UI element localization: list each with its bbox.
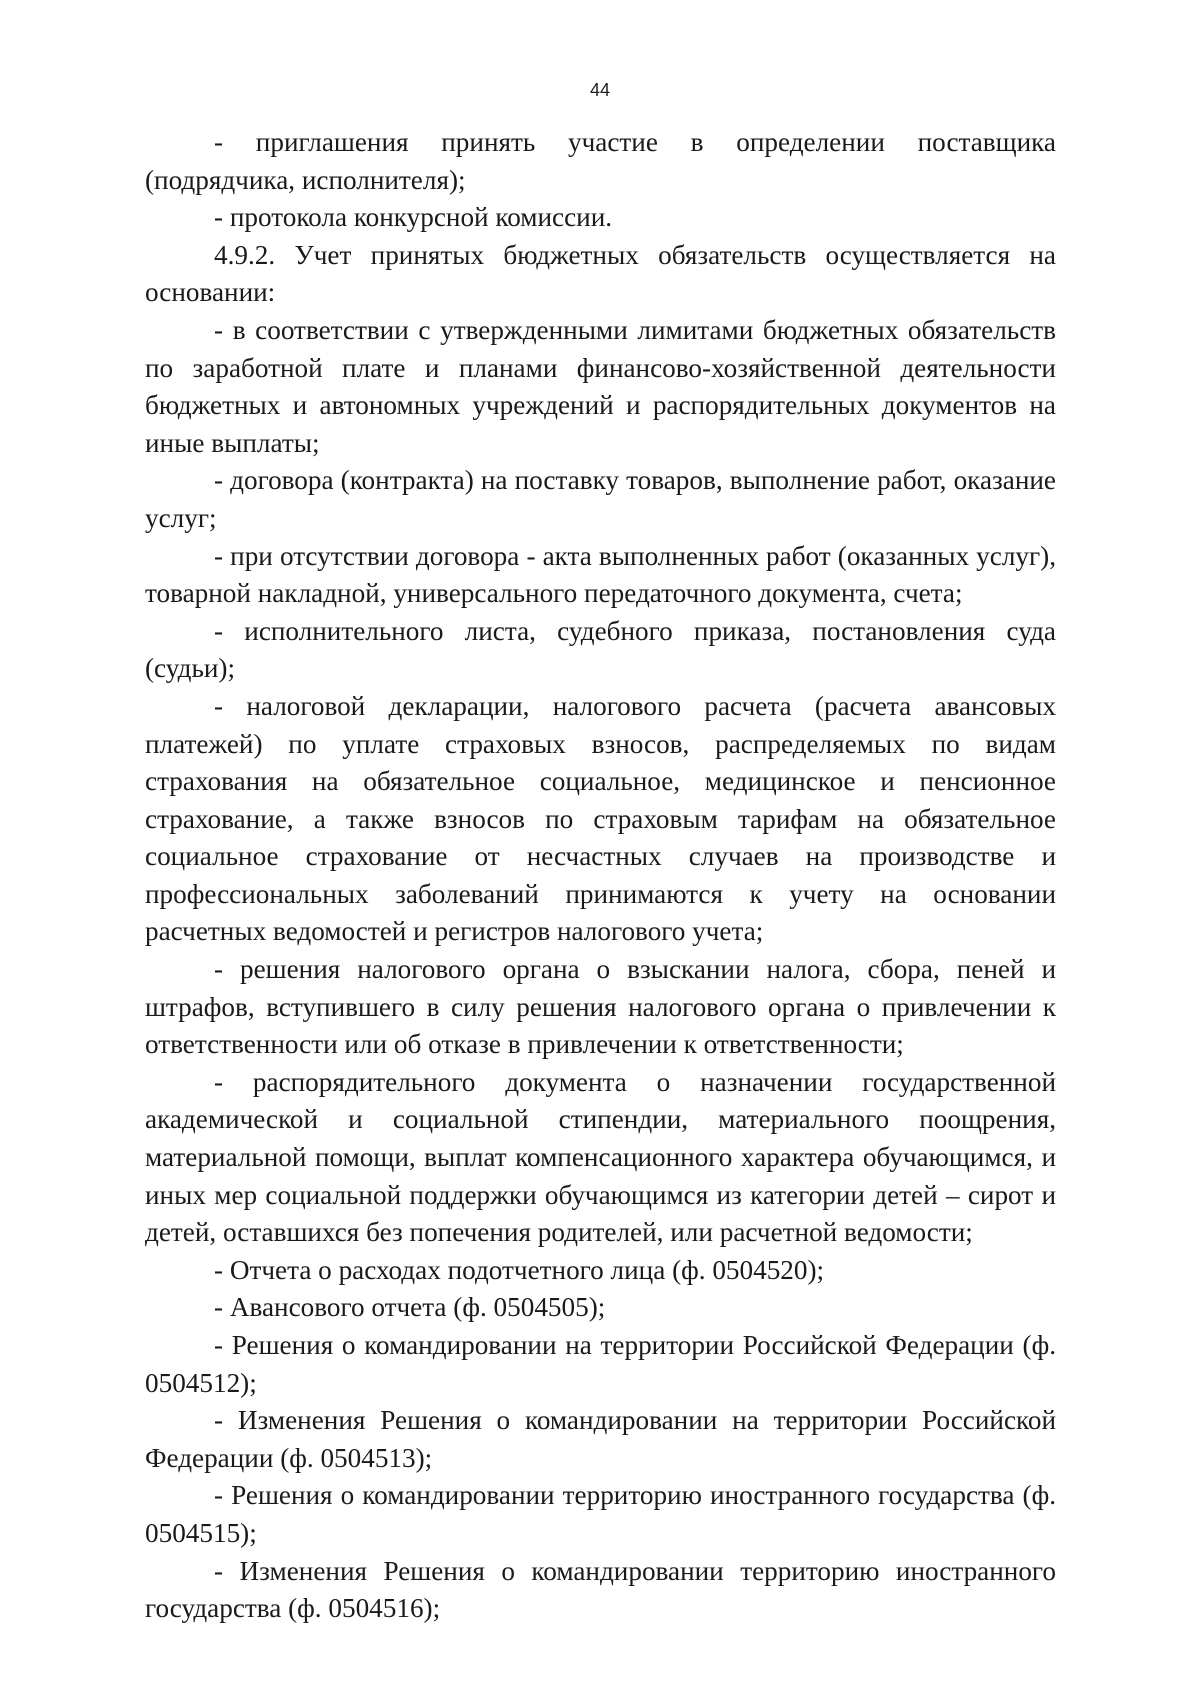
paragraph-item: - налоговой декларации, налогового расчета (расчета авансовых платежей) по уплате страховых взносов, распределяемых по видам страхования на обязательное социальное, медицинское и пенсионное страхование, а также взносов по страховым тарифам на обязательное социальное страхование от несчастных случаев на производстве и профессиональных заболеваний принимаются к учету на основании расчетных ведомостей и регистров налогового учета;	[145, 690, 1056, 947]
document-body	[145, 124, 1056, 1628]
paragraph-item: - исполнительного листа, судебного приказа, постановления суда (судьи);	[145, 615, 1056, 684]
paragraph-item: - Отчета о расходах подотчетного лица (ф. 0504520);	[214, 1254, 825, 1285]
paragraph-item: - Решения о командировании территорию иностранного государства (ф. 0504515);	[145, 1480, 1056, 1548]
paragraph-item: - договора (контракта) на поставку товаров, выполнение работ, оказание услуг;	[145, 465, 1056, 533]
section-paragraph-4-9-2: 4.9.2. Учет принятых бюджетных обязательств осуществляется на основании:	[145, 239, 1056, 308]
paragraph-item: - распорядительного документа о назначении государственной академической и социальной стипендии, материального поощрения, материальной помощи, выплат компенсационного характера обучающимся, и иных мер социальной поддержки обучающимся из категории детей – сирот и детей, оставшихся без попечения родителей, или расчетной ведомости;	[145, 1066, 1056, 1248]
paragraph-item: - Изменения Решения о командировании территорию иностранного государства (ф. 0504516);	[145, 1555, 1056, 1624]
paragraph-item: - при отсутствии договора - акта выполненных работ (оказанных услуг), товарной накладной, универсального передаточного документа, счета;	[145, 540, 1056, 609]
page-number: 44	[589, 80, 611, 100]
paragraph-item: - Изменения Решения о командировании на территории Российской Федерации (ф. 0504513);	[145, 1405, 1056, 1473]
paragraph-item: - приглашения принять участие в определении поставщика (подрядчика, исполнителя);	[145, 127, 1056, 195]
paragraph-item: - решения налогового органа о взыскании налога, сбора, пеней и штрафов, вступившего в силу решения налогового органа о привлечении к ответственности или об отказе в привлечении к ответственности;	[145, 954, 1056, 1060]
paragraph-item: - Решения о командировании на территории Российской Федерации (ф. 0504512);	[145, 1330, 1056, 1398]
paragraph-item: - Авансового отчета (ф. 0504505);	[214, 1292, 606, 1323]
paragraph-item: - протокола конкурсной комиссии.	[214, 202, 613, 233]
paragraph-item: - в соответствии с утвержденными лимитами бюджетных обязательств по заработной плате и планами финансово-хозяйственной деятельности бюджетных и автономных учреждений и распорядительных документов на иные выплаты;	[145, 314, 1056, 458]
